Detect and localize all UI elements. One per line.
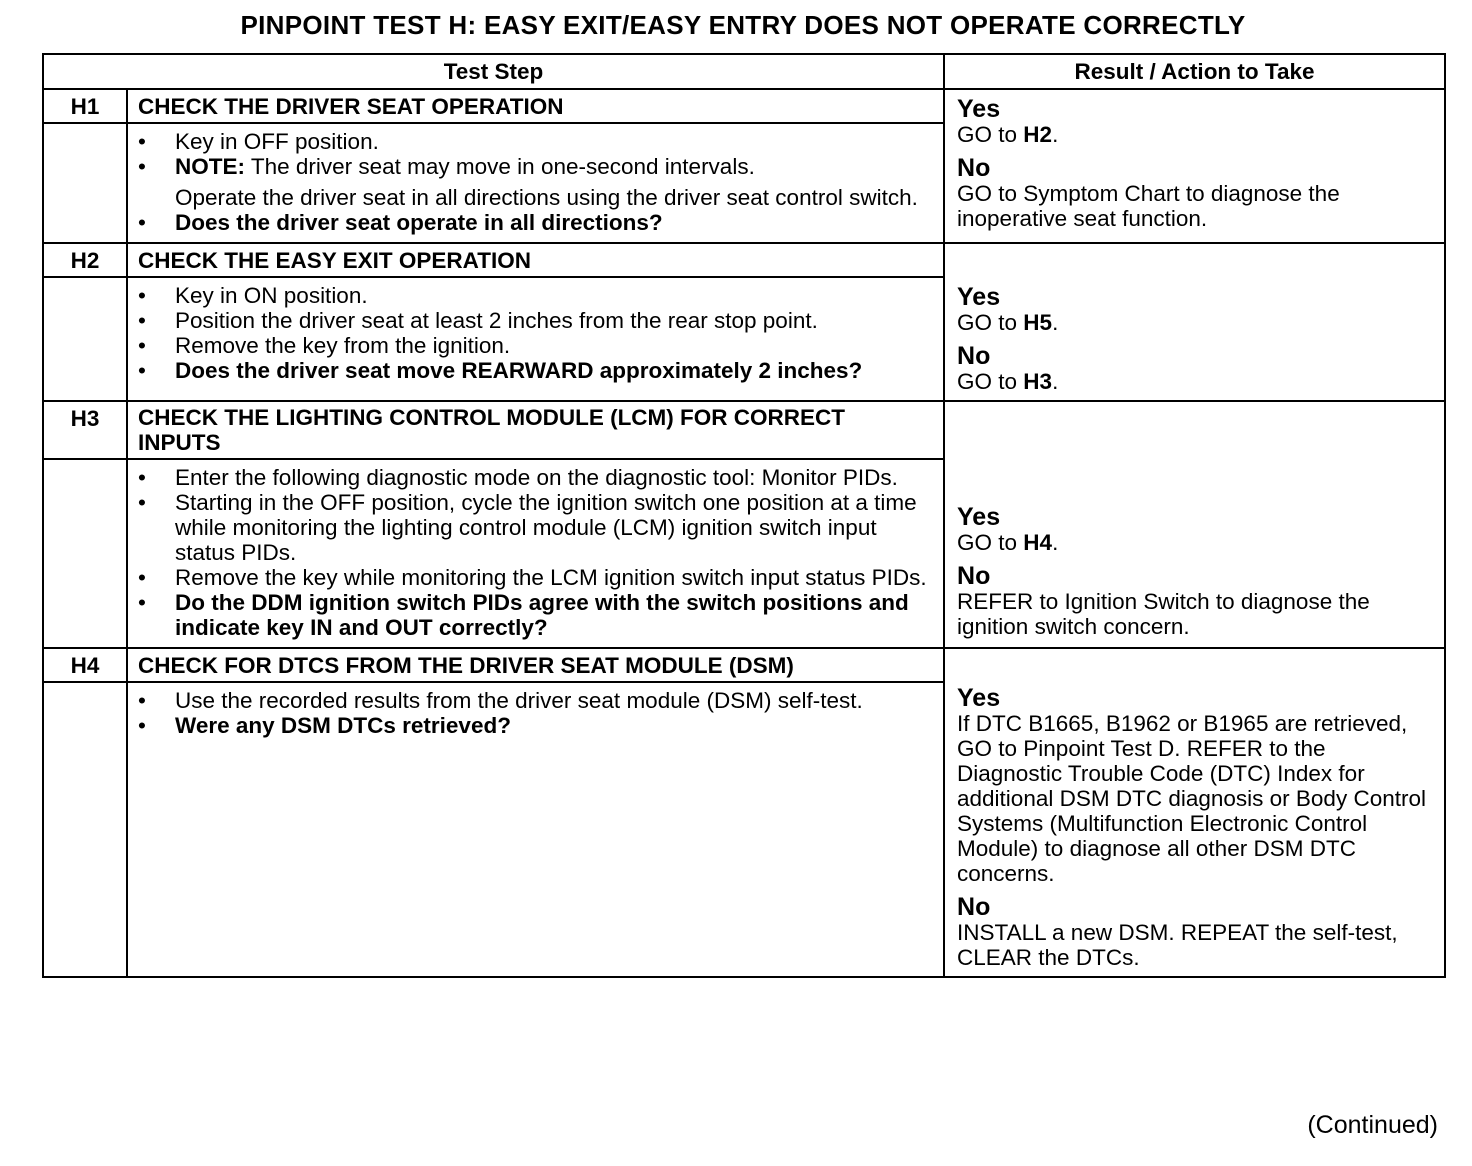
h3-yes-label: Yes <box>957 503 1001 531</box>
step-h3-result <box>944 401 1445 648</box>
step-h3-title-row <box>43 401 1445 459</box>
step-h2-code: H2 <box>43 243 127 277</box>
h3-yes-action: GO to H4. <box>957 530 1059 555</box>
step-h1-code: H1 <box>43 89 127 123</box>
step-h2-result <box>944 243 1445 401</box>
list-item: • Do the DDM ignition switch PIDs agree with the switch positions and indicate key IN and OUT correctly? <box>138 590 909 640</box>
step-h3-title: CHECK THE LIGHTING CONTROL MODULE (LCM) FOR CORRECT INPUTS <box>127 401 944 459</box>
list-item: • Key in OFF position. <box>138 129 379 154</box>
step-h2-title: CHECK THE EASY EXIT OPERATION <box>127 243 944 277</box>
list-item: • Remove the key while monitoring the LCM ignition switch input status PIDs. <box>138 565 927 590</box>
step-h4-result <box>944 648 1445 977</box>
list-item: • Remove the key from the ignition. <box>138 333 511 358</box>
step-h2-body <box>127 277 944 401</box>
list-item: • Were any DSM DTCs retrieved? <box>138 713 511 738</box>
step-h1-title-row <box>43 89 1445 123</box>
step-h2-title-row <box>43 243 1445 277</box>
h1-no-action: GO to Symptom Chart to diagnose the inoperative seat function. <box>957 180 1340 231</box>
list-item: • NOTE: The driver seat may move in one-second intervals. <box>138 154 755 179</box>
list-item: • Does the driver seat operate in all directions? <box>138 210 663 235</box>
step-h3-body <box>127 459 944 648</box>
step-h4-title-row <box>43 648 1445 682</box>
step-h1-result <box>944 89 1445 243</box>
list-item: • Use the recorded results from the driver seat module (DSM) self-test. <box>138 688 863 713</box>
list-item: • Position the driver seat at least 2 inches from the rear stop point. <box>138 308 818 333</box>
step-h3-code-spacer <box>43 459 127 648</box>
step-h2-code-spacer <box>43 277 127 401</box>
list-item: • Key in ON position. <box>138 283 368 308</box>
h4-yes-action: If DTC B1665, B1962 or B1965 are retrieved, GO to Pinpoint Test D. REFER to the Diagnostic Trouble Code (DTC) Index for additional DSM DTC diagnosis or Body Control Systems (Multifunction Electronic Control Module) to diagnose all other DSM DTC concerns. <box>957 711 1426 886</box>
continued-note: (Continued) <box>1307 1111 1438 1139</box>
step-h4-code-spacer <box>43 682 127 977</box>
h2-no-label: No <box>957 342 991 370</box>
list-item: • Does the driver seat move REARWARD approximately 2 inches? <box>138 358 863 383</box>
h3-no-action: REFER to Ignition Switch to diagnose the ignition switch concern. <box>957 589 1370 639</box>
table-header-row <box>43 54 1445 89</box>
h2-yes-action: GO to H5. <box>957 310 1059 335</box>
h2-yes-label: Yes <box>957 283 1001 311</box>
step-h4-code: H4 <box>43 648 127 682</box>
h4-no-action: INSTALL a new DSM. REPEAT the self-test, CLEAR the DTCs. <box>957 920 1398 970</box>
list-item: • Enter the following diagnostic mode on the diagnostic tool: Monitor PIDs. <box>138 465 898 490</box>
pinpoint-test-table <box>42 53 1446 978</box>
step-h4-title: CHECK FOR DTCS FROM THE DRIVER SEAT MODULE (DSM) <box>127 648 944 682</box>
list-item: • Starting in the OFF position, cycle the ignition switch one position at a time while monitoring the lighting control module (LCM) ignition switch input status PIDs. <box>138 490 917 565</box>
h3-no-label: No <box>957 562 991 590</box>
step-h1-body <box>127 123 944 243</box>
step-h3-code: H3 <box>43 401 127 459</box>
header-result: Result / Action to Take <box>944 54 1445 89</box>
h4-yes-label: Yes <box>957 684 1001 712</box>
header-test-step: Test Step <box>43 54 944 89</box>
h1-yes-label: Yes <box>957 94 1001 123</box>
h2-no-action: GO to H3. <box>957 369 1059 394</box>
page-title: PINPOINT TEST H: EASY EXIT/EASY ENTRY DOES NOT OPERATE CORRECTLY <box>240 10 1246 40</box>
step-h1-code-spacer <box>43 123 127 243</box>
h4-no-label: No <box>957 893 991 921</box>
list-item-subtext: Operate the driver seat in all directions using the driver seat control switch. <box>175 185 918 210</box>
step-h1-title: CHECK THE DRIVER SEAT OPERATION <box>127 89 944 123</box>
step-h4-body <box>127 682 944 977</box>
h1-no-label: No <box>957 153 991 182</box>
h1-yes-action: GO to H2. <box>957 121 1059 147</box>
